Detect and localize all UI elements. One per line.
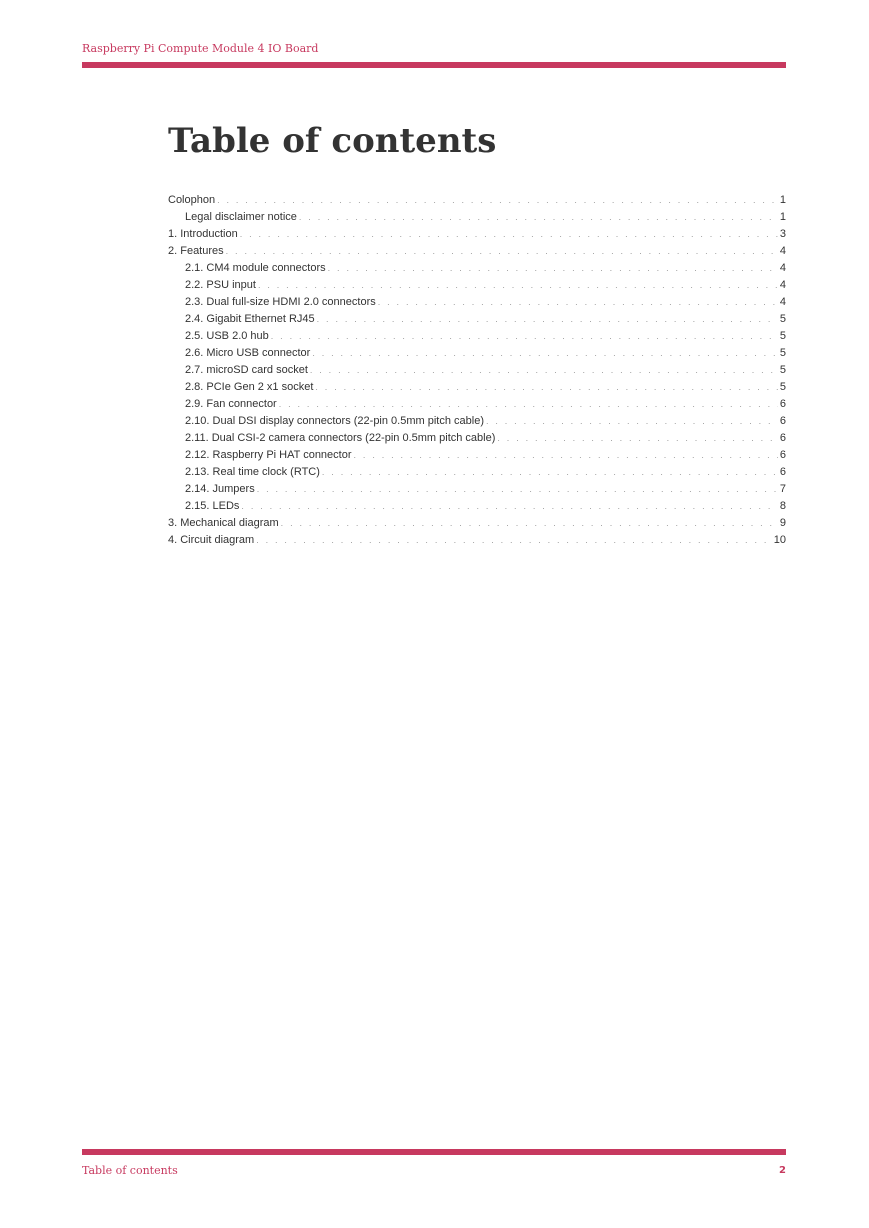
toc-dot-leader xyxy=(226,243,778,260)
toc-entry-label: 2.10. Dual DSI display connectors (22-pin 0.5mm pitch cable) xyxy=(185,415,484,427)
toc-entry-page: 4 xyxy=(779,262,786,274)
toc-dot-leader xyxy=(378,294,778,311)
toc-entry-page: 6 xyxy=(779,432,786,444)
toc-dot-leader xyxy=(317,311,778,328)
toc-dot-leader xyxy=(271,328,778,345)
footer-section-title: Table of contents xyxy=(82,1164,178,1177)
toc-entry-page: 6 xyxy=(779,415,786,427)
footer-rule xyxy=(82,1149,786,1155)
toc-entry-page: 10 xyxy=(773,534,786,546)
toc-entry[interactable] xyxy=(168,311,786,328)
toc-dot-leader xyxy=(281,515,778,532)
toc-entry-label: 2.2. PSU input xyxy=(185,279,256,291)
toc-entry-page: 1 xyxy=(779,194,786,206)
document-title: Raspberry Pi Compute Module 4 IO Board xyxy=(82,42,319,55)
toc-entry-label: 1. Introduction xyxy=(168,228,238,240)
toc-entry-label: 2.9. Fan connector xyxy=(185,398,277,410)
toc-entry-page: 5 xyxy=(779,330,786,342)
toc-entry-page: 4 xyxy=(779,245,786,257)
toc-dot-leader xyxy=(256,532,772,549)
toc-entry-label: 2.3. Dual full-size HDMI 2.0 connectors xyxy=(185,296,376,308)
toc-entry[interactable] xyxy=(168,209,786,226)
toc-entry[interactable] xyxy=(168,362,786,379)
toc-entry-label: 2.7. microSD card socket xyxy=(185,364,308,376)
toc-dot-leader xyxy=(354,447,778,464)
toc-entry-page: 5 xyxy=(779,347,786,359)
toc-dot-leader xyxy=(241,498,777,515)
toc-dot-leader xyxy=(312,345,778,362)
toc-dot-leader xyxy=(299,209,778,226)
toc-entry-page: 9 xyxy=(779,517,786,529)
toc-entry[interactable] xyxy=(168,532,786,549)
toc-entry-label: Legal disclaimer notice xyxy=(185,211,297,223)
toc-entry[interactable] xyxy=(168,396,786,413)
toc-dot-leader xyxy=(279,396,778,413)
footer-page-number: 2 xyxy=(779,1165,786,1176)
toc-entry[interactable] xyxy=(168,328,786,345)
toc-entry[interactable] xyxy=(168,430,786,447)
toc-entry[interactable] xyxy=(168,481,786,498)
toc-entry[interactable] xyxy=(168,464,786,481)
toc-entry[interactable] xyxy=(168,345,786,362)
toc-entry-label: 2.12. Raspberry Pi HAT connector xyxy=(185,449,352,461)
toc-entry[interactable] xyxy=(168,447,786,464)
toc-entry[interactable] xyxy=(168,226,786,243)
page-header xyxy=(82,41,786,68)
toc-entry[interactable] xyxy=(168,243,786,260)
toc-entry-page: 3 xyxy=(779,228,786,240)
toc-entry-label: 2.14. Jumpers xyxy=(185,483,255,495)
toc-entry[interactable] xyxy=(168,192,786,209)
toc-entry-label: 2.11. Dual CSI-2 camera connectors (22-pin 0.5mm pitch cable) xyxy=(185,432,496,444)
toc-entry-page: 5 xyxy=(779,364,786,376)
toc-entry-page: 5 xyxy=(779,313,786,325)
toc-dot-leader xyxy=(322,464,778,481)
toc-entry[interactable] xyxy=(168,260,786,277)
toc-entry-page: 6 xyxy=(779,466,786,478)
toc-dot-leader xyxy=(497,430,777,447)
toc-dot-leader xyxy=(258,277,778,294)
toc-entry[interactable] xyxy=(168,277,786,294)
toc-entry[interactable] xyxy=(168,294,786,311)
toc-dot-leader xyxy=(217,192,778,209)
footer-row xyxy=(82,1163,786,1178)
toc-entry-label: 2.4. Gigabit Ethernet RJ45 xyxy=(185,313,315,325)
toc-entry-page: 6 xyxy=(779,449,786,461)
toc-entry[interactable] xyxy=(168,413,786,430)
toc-entry-label: 2. Features xyxy=(168,245,224,257)
toc-dot-leader xyxy=(257,481,778,498)
toc-dot-leader xyxy=(486,413,778,430)
toc-entry-label: 3. Mechanical diagram xyxy=(168,517,279,529)
toc-entry-label: 4. Circuit diagram xyxy=(168,534,255,546)
toc-entry-page: 5 xyxy=(779,381,786,393)
toc-entry[interactable] xyxy=(168,515,786,532)
toc-entry-label: 2.13. Real time clock (RTC) xyxy=(185,466,320,478)
page-title: Table of contents xyxy=(168,121,497,161)
toc-dot-leader xyxy=(240,226,778,243)
toc-entry-page: 6 xyxy=(779,398,786,410)
toc-entry-label: 2.6. Micro USB connector xyxy=(185,347,311,359)
toc-entry[interactable] xyxy=(168,498,786,515)
toc-dot-leader xyxy=(315,379,777,396)
toc-entry-page: 7 xyxy=(779,483,786,495)
toc-entry-page: 8 xyxy=(779,500,786,512)
header-rule xyxy=(82,62,786,68)
toc-dot-leader xyxy=(328,260,778,277)
toc-entry-page: 4 xyxy=(779,296,786,308)
toc-entry-label: 2.5. USB 2.0 hub xyxy=(185,330,269,342)
toc-entry-page: 1 xyxy=(779,211,786,223)
page-footer xyxy=(82,1149,786,1178)
toc-entry-page: 4 xyxy=(779,279,786,291)
toc-entry-label: 2.8. PCIe Gen 2 x1 socket xyxy=(185,381,314,393)
toc-entry[interactable] xyxy=(168,379,786,396)
toc-dot-leader xyxy=(310,362,778,379)
table-of-contents xyxy=(168,192,786,549)
toc-entry-label: 2.1. CM4 module connectors xyxy=(185,262,326,274)
toc-entry-label: 2.15. LEDs xyxy=(185,500,240,512)
toc-entry-label: Colophon xyxy=(168,194,216,206)
